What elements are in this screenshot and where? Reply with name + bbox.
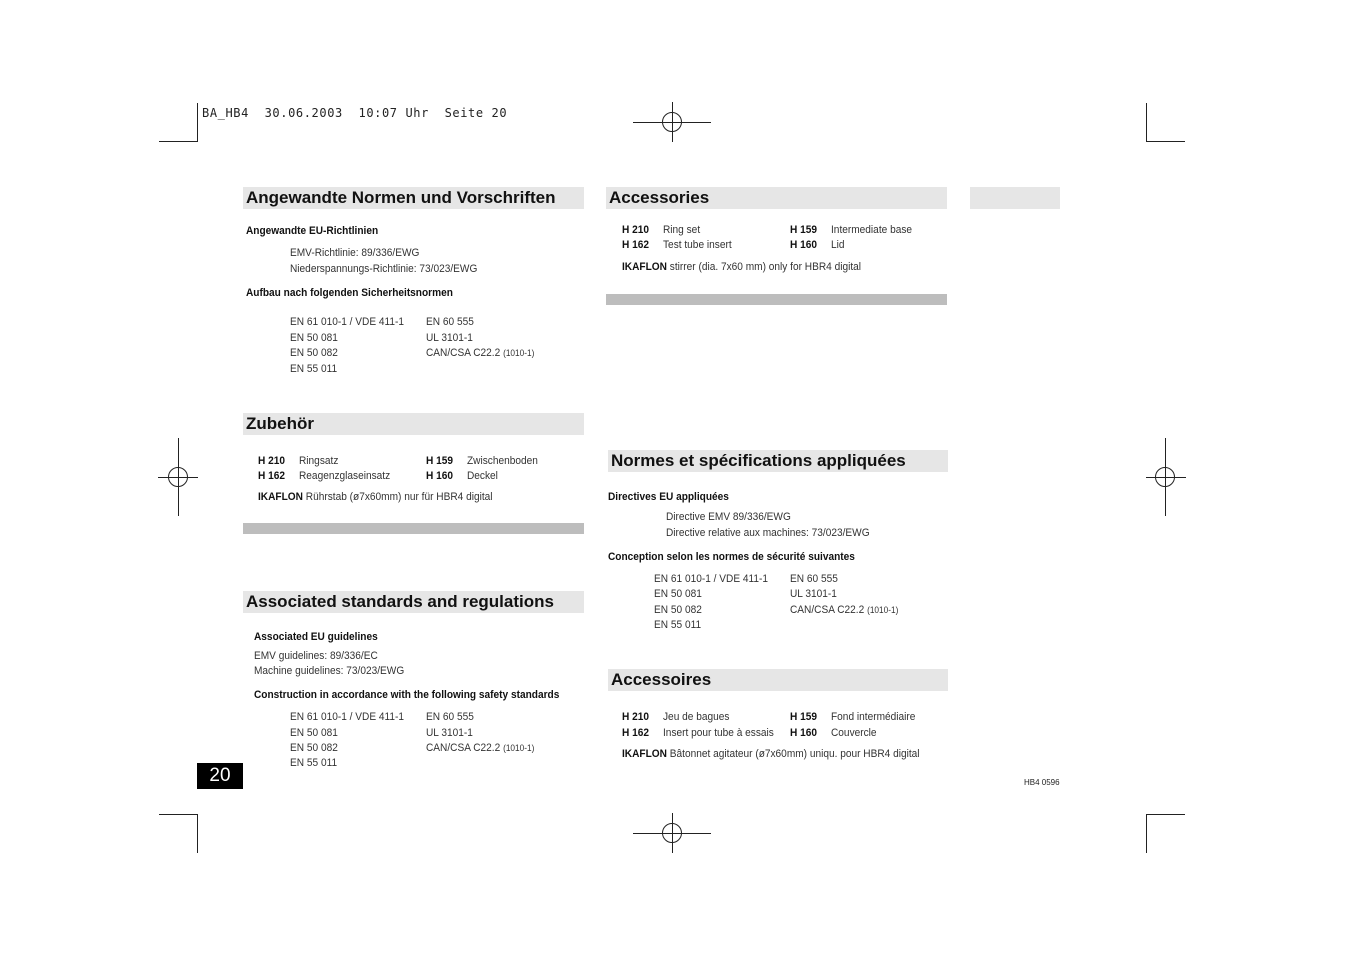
norm-right-1: EN 60 555 [426,316,474,328]
norm-right-2: UL 3101-1 [790,588,837,600]
de-h162-text: Reagenzglaseinsatz [299,470,391,482]
de-accessories-heading: Zubehör [243,413,584,435]
en-eu-line1: EMV guidelines: 89/336/EC [254,650,378,662]
de-safety-label: Aufbau nach folgenden Sicherheitsnormen [246,287,453,299]
fr-h210-text: Jeu de bagues [663,711,730,723]
norm-left-2: EN 50 081 [654,588,702,600]
de-eu-label: Angewandte EU-Richtlinien [246,225,379,237]
de-standards-heading: Angewandte Normen und Vorschriften [243,187,584,209]
en-h162-text: Test tube insert [663,239,732,251]
page-number: 20 [197,763,243,789]
fr-h159-text: Fond intermédiaire [831,711,916,723]
norm-right-1: EN 60 555 [426,711,474,723]
fr-h160-text: Couvercle [831,727,877,739]
norm-left-3: EN 50 082 [290,742,338,754]
fr-h160-code: H 160 [790,727,818,739]
de-h210-code: H 210 [258,455,286,467]
fr-h159-code: H 159 [790,711,818,723]
en-safety-label: Construction in accordance with the following safety standards [254,689,560,701]
empty-heading-box [970,187,1060,209]
fr-h210-code: H 210 [622,711,650,723]
en-h159-text: Intermediate base [831,224,913,236]
de-eu-line2: Niederspannungs-Richtlinie: 73/023/EWG [290,263,478,275]
en-h160-code: H 160 [790,239,818,251]
fr-safety-label: Conception selon les normes de sécurité suivantes [608,551,855,563]
fr-eu-line1: Directive EMV 89/336/EWG [666,511,791,523]
fr-standards-heading: Normes et spécifications appliquées [608,450,948,472]
norm-left-2: EN 50 081 [290,332,338,344]
footer-code: HB4 0596 [1024,778,1060,787]
de-h159-text: Zwischenboden [467,455,538,467]
en-section-divider [606,294,947,305]
de-eu-line1: EMV-Richtlinie: 89/336/EWG [290,247,420,259]
norm-right-3: CAN/CSA C22.2 (1010-1) [426,347,535,359]
fr-eu-line2: Directive relative aux machines: 73/023/EWG [666,527,870,539]
norm-left-1: EN 61 010-1 / VDE 411-1 [654,573,769,585]
norm-right-3: CAN/CSA C22.2 (1010-1) [790,604,899,616]
en-h162-code: H 162 [622,239,650,251]
de-h162-code: H 162 [258,470,286,482]
norm-left-4: EN 55 011 [290,757,338,769]
fr-ikaflon-line: IKAFLON Bâtonnet agitateur (ø7x60mm) uniqu. pour HBR4 digital [622,748,920,760]
de-h160-code: H 160 [426,470,454,482]
de-h159-code: H 159 [426,455,454,467]
norm-right-3: CAN/CSA C22.2 (1010-1) [426,742,535,754]
en-eu-line2: Machine guidelines: 73/023/EWG [254,665,405,677]
norm-left-3: EN 50 082 [290,347,338,359]
print-slug: BA_HB4 30.06.2003 10:07 Uhr Seite 20 [202,106,508,120]
norm-left-1: EN 61 010-1 / VDE 411-1 [290,711,405,723]
de-section-divider [243,523,584,534]
de-ikaflon-line: IKAFLON Rührstab (ø7x60mm) nur für HBR4 digital [258,491,493,503]
norm-right-2: UL 3101-1 [426,332,473,344]
en-ikaflon-line: IKAFLON stirrer (dia. 7x60 mm) only for HBR4 digital [622,261,862,273]
norm-left-3: EN 50 082 [654,604,702,616]
fr-h162-text: Insert pour tube à essais [663,727,774,739]
de-h210-text: Ringsatz [299,455,339,467]
norm-right-2: UL 3101-1 [426,727,473,739]
norm-left-1: EN 61 010-1 / VDE 411-1 [290,316,405,328]
en-h210-text: Ring set [663,224,701,236]
norm-right-1: EN 60 555 [790,573,838,585]
norm-left-4: EN 55 011 [290,363,338,375]
norm-left-4: EN 55 011 [654,619,702,631]
en-h210-code: H 210 [622,224,650,236]
fr-h162-code: H 162 [622,727,650,739]
norm-left-2: EN 50 081 [290,727,338,739]
en-eu-label: Associated EU guidelines [254,631,378,643]
en-h160-text: Lid [831,239,845,251]
fr-accessories-heading: Accessoires [608,669,948,691]
de-h160-text: Deckel [467,470,498,482]
en-h159-code: H 159 [790,224,818,236]
en-accessories-heading: Accessories [606,187,947,209]
en-standards-heading: Associated standards and regulations [243,591,584,613]
fr-eu-label: Directives EU appliquées [608,491,729,503]
